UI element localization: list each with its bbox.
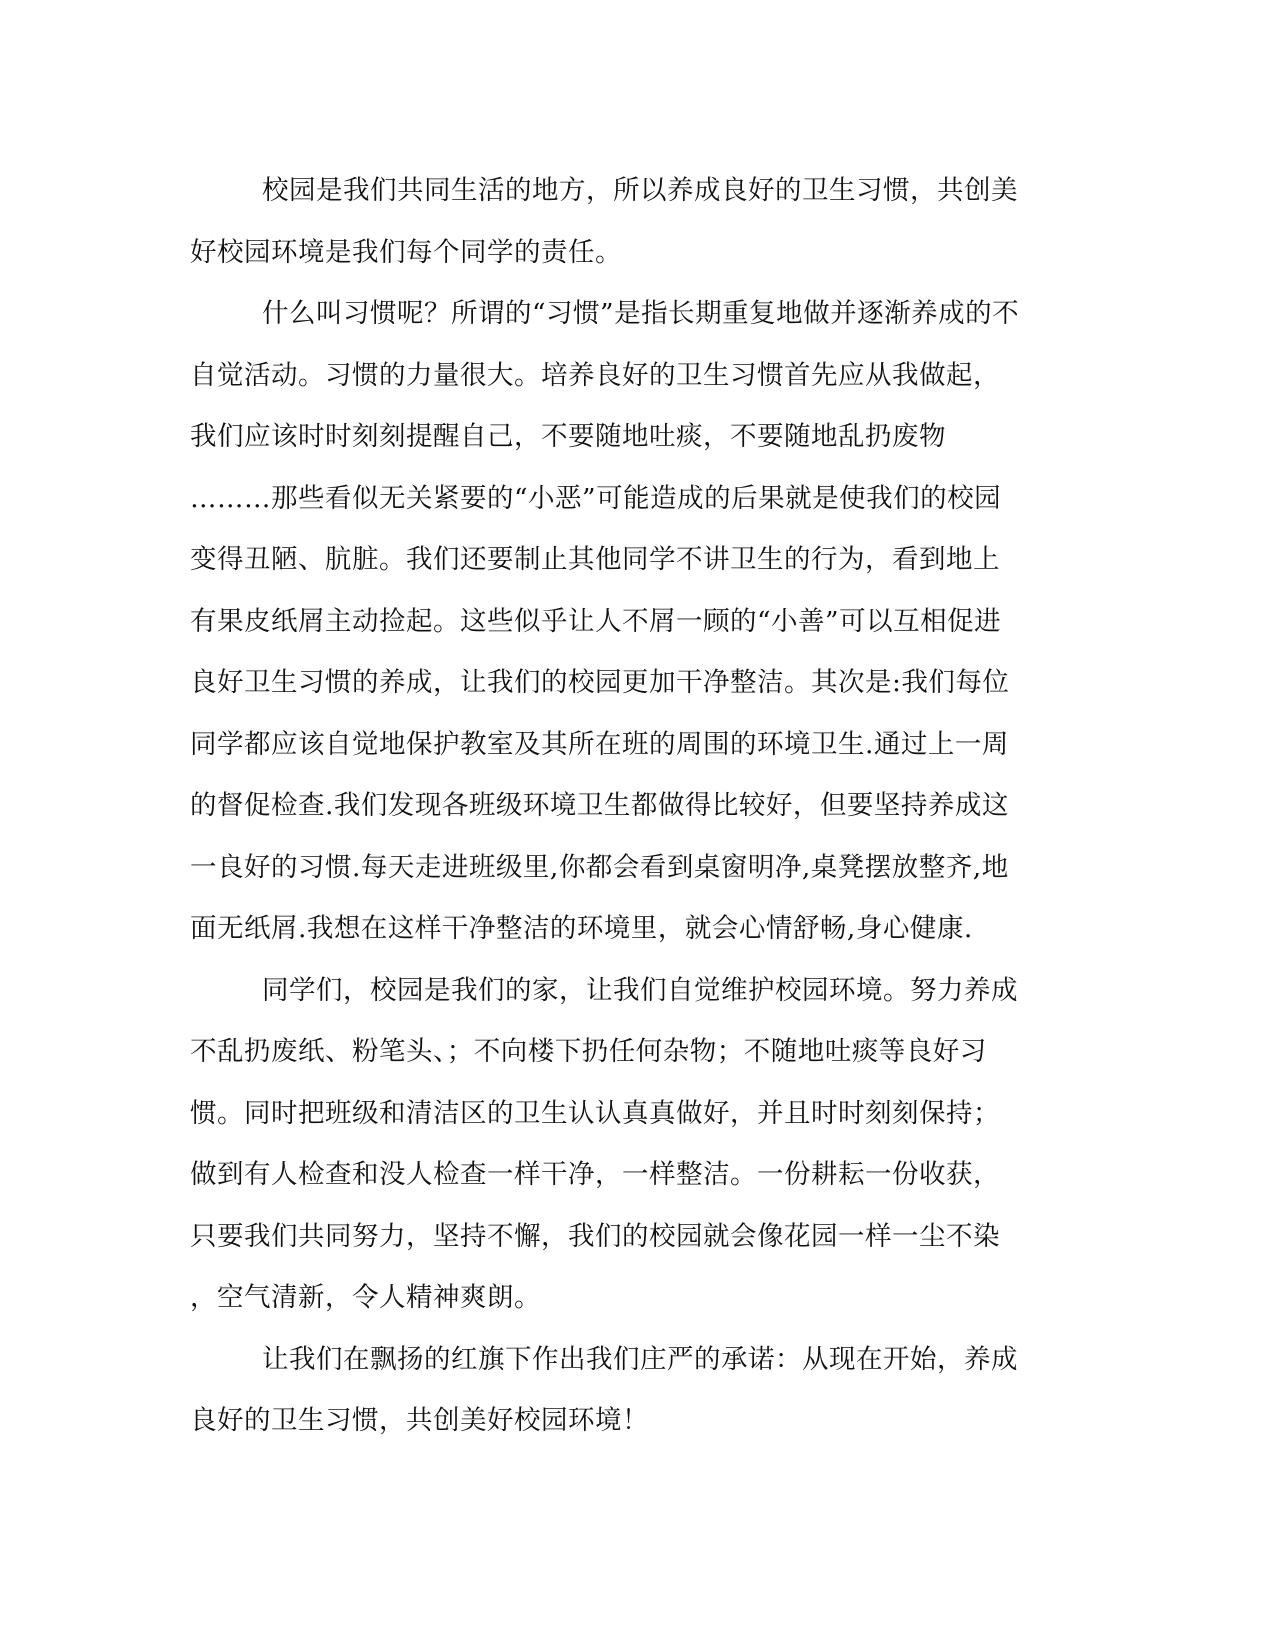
paragraph-line: 有果皮纸屑主动捡起。这些似乎让人不屑一顾的“小善”可以互相促进 — [190, 605, 1002, 637]
paragraph-line: 做到有人检查和没人检查一样干净，一样整洁。一份耕耘一份收获， — [190, 1159, 1000, 1190]
paragraph-line: 良好的卫生习惯，共创美好校园环境！ — [190, 1405, 649, 1436]
paragraph-line: 自觉活动。习惯的力量很大。培养良好的卫生习惯首先应从我做起， — [190, 359, 1000, 391]
paragraph-line: 良好卫生习惯的养成，让我们的校园更加干净整洁。其次是:我们每位 — [190, 667, 1010, 698]
paragraph-line: 的督促检查.我们发现各班级环境卫生都做得比较好，但要坚持养成这 — [190, 790, 1009, 821]
paragraph-line: 不乱扔废纸、粉笔头、；不向楼下扔任何杂物；不随地吐痰等良好习 — [190, 1036, 987, 1067]
paragraph-line: 变得丑陋、肮脏。我们还要制止其他同学不讲卫生的行为，看到地上 — [190, 544, 1000, 575]
paragraph-3 — [190, 960, 1090, 1329]
paragraph-line: 同学都应该自觉地保护教室及其所在班的周围的环境卫生.通过上一周 — [190, 728, 1009, 760]
paragraph-2 — [190, 283, 1090, 960]
paragraph-line: 一良好的习惯.每天走进班级里,你都会看到桌窗明净,桌凳摆放整齐,地 — [190, 851, 1009, 883]
paragraph-line: ，空气清新，令人精神爽朗。 — [190, 1282, 541, 1313]
paragraph-line: 面无纸屑.我想在这样干净整洁的环境里，就会心情舒畅,身心健康. — [190, 913, 973, 944]
paragraph-line: 什么叫习惯呢？所谓的“习惯”是指长期重复地做并逐渐养成的不 — [262, 298, 1020, 329]
paragraph-line: 只要我们共同努力，坚持不懈，我们的校园就会像花园一样一尘不染 — [190, 1220, 1000, 1252]
paragraph-1 — [190, 160, 1090, 283]
paragraph-line: 让我们在飘扬的红旗下作出我们庄严的承诺：从现在开始，养成 — [262, 1343, 1018, 1375]
document-body — [190, 160, 1090, 1452]
paragraph-line: 同学们，校园是我们的家，让我们自觉维护校园环境。努力养成 — [262, 974, 1018, 1006]
paragraph-line: 好校园环境是我们每个同学的责任。 — [190, 236, 622, 268]
paragraph-line: 惯。同时把班级和清洁区的卫生认认真真做好，并且时时刻刻保持； — [190, 1097, 1000, 1129]
paragraph-line: ………那些看似无关紧要的“小恶”可能造成的后果就是使我们的校园 — [190, 482, 1002, 514]
paragraph-line: 校园是我们共同生活的地方，所以养成良好的卫生习惯，共创美 — [262, 175, 1018, 206]
paragraph-4 — [190, 1329, 1090, 1452]
paragraph-line: 我们应该时时刻刻提醒自己，不要随地吐痰，不要随地乱扔废物 — [190, 421, 946, 452]
